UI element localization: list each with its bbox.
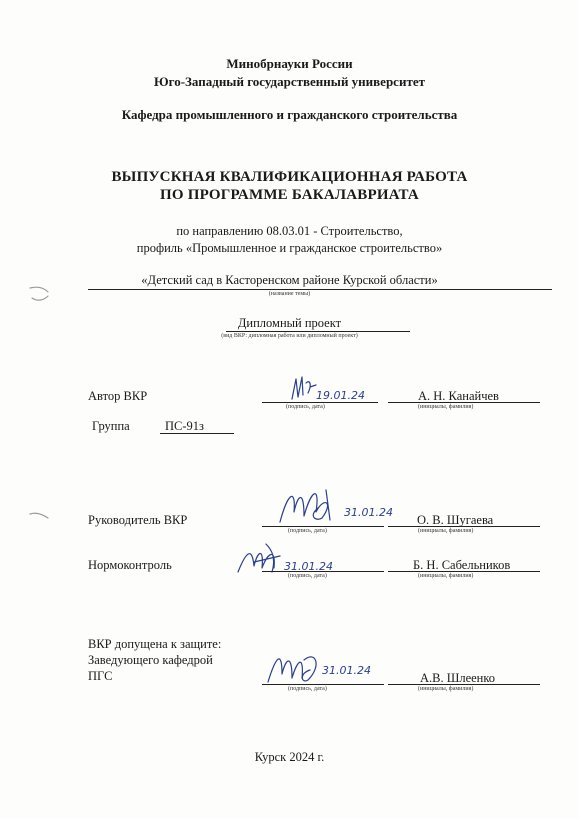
normcontrol-name: Б. Н. Сабельников <box>413 558 511 572</box>
binder-hole-mark-icon <box>28 510 50 522</box>
normcontrol-signature-icon <box>232 538 362 578</box>
author-signature-icon <box>286 373 366 405</box>
work-type-value: Дипломный проект <box>237 316 342 330</box>
supervisor-name: О. В. Шугаева <box>417 513 494 527</box>
head-signature-icon <box>258 644 388 686</box>
normcontrol-label: Нормоконтроль <box>88 558 172 572</box>
normcontrol-signature-caption: (подпись, дата) <box>288 573 327 579</box>
binder-hole-mark-icon <box>26 284 52 304</box>
supervisor-label: Руководитель ВКР <box>88 513 188 527</box>
topic-caption: (название темы) <box>268 291 311 297</box>
supervisor-signature-caption: (подпись, дата) <box>288 528 327 534</box>
author-label: Автор ВКР <box>88 389 148 403</box>
supervisor-signature-date: 31.01.24 <box>344 506 393 519</box>
normcontrol-name-line <box>388 571 540 572</box>
admission-line2: Заведующего кафедрой <box>88 653 213 667</box>
author-name-line <box>388 402 540 403</box>
document-title-line1: ВЫПУСКНАЯ КВАЛИФИКАЦИОННАЯ РАБОТА <box>111 169 468 185</box>
admission-line3: ПГС <box>88 669 113 683</box>
place-year: Курск 2024 г. <box>254 750 325 764</box>
normcontrol-signature-date: 31.01.24 <box>284 560 333 573</box>
author-signature-date: 19.01.24 <box>316 389 365 402</box>
group-label: Группа <box>92 419 130 433</box>
ministry-name: Минобрнауки России <box>226 56 353 71</box>
head-signature-caption: (подпись, дата) <box>288 686 327 692</box>
document-title-line2: ПО ПРОГРАММЕ БАКАЛАВРИАТА <box>160 187 419 203</box>
author-signature-caption: (подпись, дата) <box>286 404 325 410</box>
topic-value: «Детский сад в Касторенском районе Курской области» <box>141 273 438 287</box>
department-name: Кафедра промышленного и гражданского строительства <box>121 107 458 122</box>
work-type-caption: (вид ВКР: дипломная работа или дипломный проект) <box>221 333 358 339</box>
supervisor-name-line <box>388 526 540 527</box>
group-value: ПС-91з <box>165 419 204 433</box>
admission-line1: ВКР допущена к защите: <box>88 637 222 651</box>
supervisor-signature-icon <box>268 482 398 528</box>
direction-line1: по направлению 08.03.01 - Строительство, <box>176 224 403 238</box>
head-signature-date: 31.01.24 <box>322 664 371 677</box>
author-name-caption: (инициалы, фамилия) <box>418 404 474 410</box>
head-signature-line <box>262 684 384 685</box>
author-signature-line <box>262 402 378 403</box>
head-name-line <box>388 684 540 685</box>
topic-underline <box>88 289 552 290</box>
work-type-underline <box>226 331 410 332</box>
supervisor-signature-line <box>262 526 384 527</box>
university-name: Юго-Западный государственный университет <box>154 74 425 89</box>
head-name: А.В. Шлеенко <box>420 671 496 685</box>
normcontrol-signature-line <box>262 571 384 572</box>
author-name: А. Н. Канайчев <box>418 389 499 403</box>
supervisor-name-caption: (инициалы, фамилия) <box>418 528 474 534</box>
direction-line2: профиль «Промышленное и гражданское строительство» <box>136 241 443 255</box>
normcontrol-name-caption: (инициалы, фамилия) <box>418 573 474 579</box>
head-name-caption: (инициалы, фамилия) <box>418 686 474 692</box>
group-underline <box>160 433 234 434</box>
